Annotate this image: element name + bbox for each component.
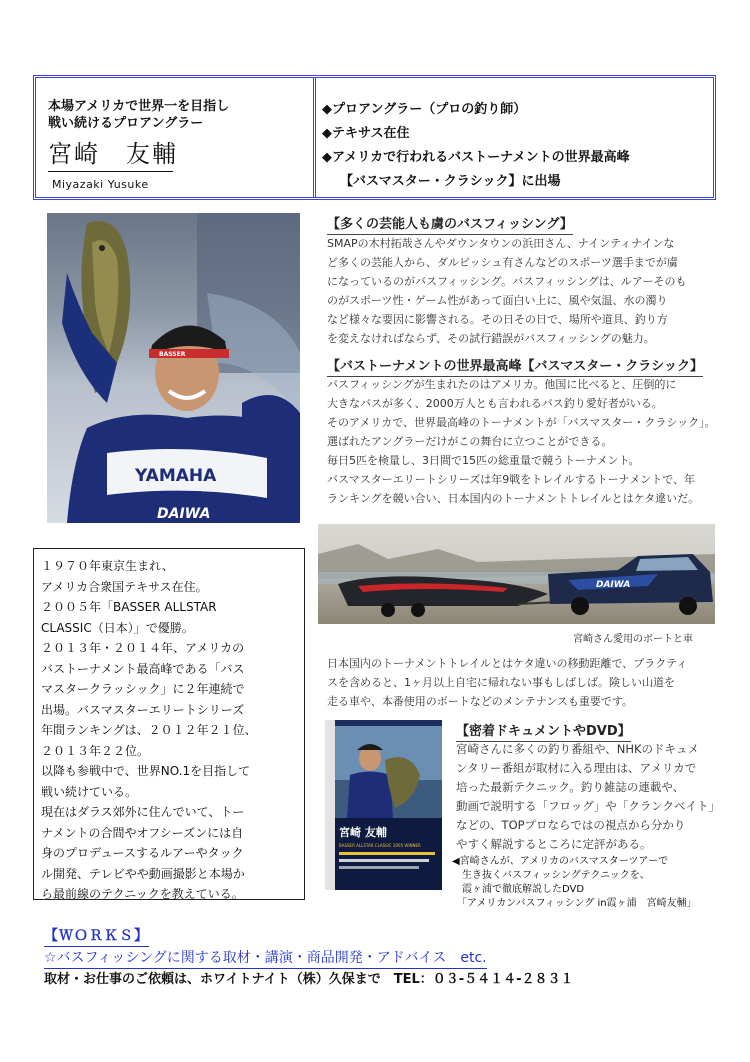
body-line: 選ばれたアングラーだけがこの舞台に立つことができる。 — [327, 435, 613, 448]
body-line: 毎日5匹を検量し、3日間で15匹の総重量で競うトーナメント。 — [327, 454, 640, 467]
body-line: バスマスターエリートシリーズは年9戦をトレイルするトーナメントで、年 — [327, 473, 696, 486]
bio-line: 戦い続けている。 — [41, 784, 138, 799]
section-title-media — [456, 720, 631, 739]
body-line: ど多くの芸能人から、ダルビッシュ有さんなどのスポーツ選手までが虜 — [327, 256, 678, 269]
body-line: 宮崎さんに多くの釣り番組や、NHKのドキュメ — [456, 742, 700, 756]
body-line: SMAPの木村拓哉さんやダウンタウンの浜田さん、ナインティナインな — [327, 237, 675, 250]
highlight-item: ◆アメリカで行われるバストーナメントの世界最高峰 — [322, 150, 630, 165]
section-title-text: 【密着ドキュメントやDVD】 — [456, 724, 631, 739]
angler-photo — [47, 213, 300, 523]
body-line: やすく解説するところに定評がある。 — [456, 837, 652, 851]
caption-line: 生き抜くバスフィッシングテクニックを、 — [452, 870, 650, 881]
works-title-text: 【ＷＯＲＫＳ】 — [44, 928, 149, 944]
body-line: ンタリー番組が取材に入る理由は、アメリカで — [456, 761, 697, 775]
body-line: 日本国内のトーナメントトレイルとはケタ違いの移動距離で、プラクティ — [327, 657, 688, 670]
body-line: 大きなバスが多く、2000万人とも言われるバス釣り愛好者がいる。 — [327, 397, 663, 410]
bio-line: 以降も参戦中で、世界NO.1を目指して — [41, 764, 251, 778]
bio-line: ２０１３年・２０１４年、アメリカの — [41, 641, 245, 655]
body-line: バスフィッシングが生まれたのはアメリカ。他国に比べると、圧倒的に — [327, 378, 677, 391]
name-underline — [48, 171, 173, 172]
bio-line: バストーナメント最高峰である「バス — [41, 661, 245, 676]
tagline-line-1: 本場アメリカで世界一を目指し — [48, 99, 230, 114]
body-line: になっているのがバスフィッシング。バスフィッシングは、ルアーそのも — [327, 275, 687, 288]
body-line: そのアメリカで、世界最高峰のトーナメントが「バスマスター・クラシック」。 — [327, 416, 716, 429]
boat-truck-illustration — [318, 524, 715, 624]
biography-box — [33, 548, 305, 900]
highlight-item: ◆テキサス在住 — [322, 126, 410, 141]
section-body-tournament — [327, 375, 716, 508]
body-line: スを含めると、1ヶ月以上自宅に帰れない事もしばしば。険しい山道を — [327, 676, 675, 689]
dvd-title-name: 宮崎 友輔 — [339, 826, 387, 839]
dvd-cover — [325, 720, 442, 890]
caption-line: 「アメリカンバスフィッシング in霞ヶ浦 宮崎友輔」 — [452, 898, 697, 909]
body-line: を変えなければならず、その試行錯誤がバスフィッシングの魅力。 — [327, 332, 655, 345]
caption-line: 霞ヶ浦で徹底解説したDVD — [452, 884, 585, 895]
bio-line: 現在はダラス郊外に住んでいて、トー — [41, 805, 245, 819]
section-title-popularity — [327, 213, 573, 232]
body-line: など様々な要因に影響される。その日その日で、場所や道具、釣り方 — [327, 313, 668, 326]
body-line: のがスポーツ性・ゲーム性があって面白い上に、風や気温、水の濁り — [327, 294, 668, 307]
bio-line: 身のプロデュースするルアーやタック — [41, 846, 244, 860]
body-line: 動画で説明する「フロッグ」や「クランクベイト」 — [456, 799, 721, 813]
angler-name-romaji: Miyazaki Yusuke — [52, 178, 149, 191]
bio-line: ル開発、テレビやや動画撮影と本場か — [41, 866, 245, 881]
jersey-sponsor-text: DAIWA — [157, 506, 211, 522]
boat-photo-caption: 宮崎さん愛用のボートと車 — [573, 634, 693, 645]
dvd-title-sub: BASSER ALLSTAR CLASSIC 2005 WINNER — [339, 843, 421, 848]
body-line: 走る車や、本番使用のボートなどのメンテナンスも重要です。 — [327, 695, 634, 708]
works-services-line — [44, 947, 487, 967]
bio-line: アメリカ合衆国テキサス在住。 — [41, 579, 208, 594]
tagline-line-2: 戦い続けるプロアングラー — [48, 116, 204, 131]
section-body-travel — [327, 654, 687, 711]
header-box — [33, 75, 716, 200]
header-profile — [36, 78, 316, 197]
section-title-text: 【バストーナメントの世界最高峰【バスマスター・クラシック】 — [327, 359, 703, 374]
highlight-item: ◆プロアングラー（プロの釣り師） — [322, 102, 527, 117]
bio-line: １９７０年東京生まれ、 — [41, 559, 174, 573]
jersey-sub-text: PRO FISHING — [157, 490, 203, 498]
contact-line: 取材・お仕事のご依頼は、ホワイトナイト（株）久保まで TEL：０３-５４１４-２８３１ — [44, 972, 574, 987]
dvd-cover-illustration — [325, 720, 442, 890]
cap-text: BASSER — [159, 351, 186, 358]
dvd-caption — [452, 855, 697, 911]
angler-name: 宮崎 友輔 — [48, 140, 178, 168]
section-title-tournament — [327, 355, 703, 374]
caption-line: ◀宮崎さんが、アメリカのバスマスターツアーで — [452, 856, 669, 867]
works-title — [44, 925, 149, 945]
bio-line: ２００５年「BASSER ALLSTAR — [41, 600, 217, 614]
body-line: などの、TOPプロならではの視点から分かり — [456, 818, 686, 832]
section-body-media — [456, 740, 720, 854]
truck-brand-text: DAIWA — [596, 580, 631, 590]
bio-line: 出場。バスマスターエリートシリーズ — [41, 702, 245, 717]
section-title-text: 【多くの芸能人も虜のバスフィッシング】 — [327, 217, 573, 232]
jersey-brand-text: YAMAHA — [135, 466, 217, 486]
body-line: 培った最新テクニック。釣り雑誌の連載や、 — [456, 780, 685, 794]
bio-line: 年間ランキングは、２０１２年２１位、 — [41, 723, 257, 737]
works-services-text: ☆バスフィッシングに関する取材・講演・商品開発・アドバイス etc. — [44, 950, 487, 966]
bio-line: ナメントの合間やオフシーズンには自 — [41, 825, 244, 840]
bio-line: ２０１３年２２位。 — [41, 743, 150, 758]
body-line: ランキングを競い合い、日本国内のトーナメントトレイルとはケタ違いだ。 — [327, 492, 700, 505]
header-highlights — [316, 78, 713, 197]
bio-line: マスタークラッシック」に２年連続で — [41, 682, 245, 696]
bio-line: CLASSIC（日本）」で優勝。 — [41, 620, 194, 635]
bio-line: ら最前線のテクニックを教えている。 — [41, 887, 244, 901]
section-body-popularity — [327, 234, 686, 348]
boat-and-truck-photo — [318, 524, 715, 624]
angler-photo-illustration — [47, 213, 300, 523]
highlight-item: 【バスマスター・クラシック】に出場 — [340, 174, 561, 189]
